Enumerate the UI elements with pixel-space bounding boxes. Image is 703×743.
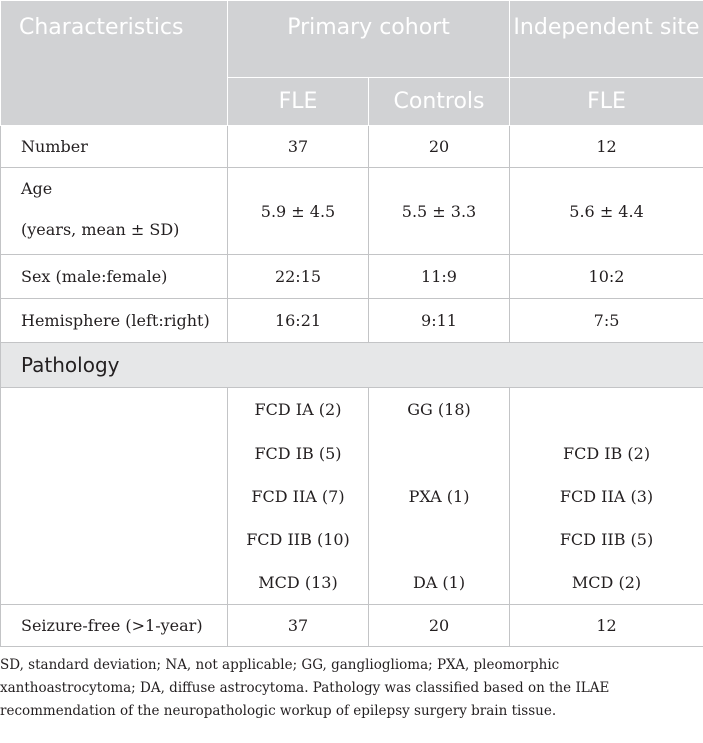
cell-site: FCD IIA (3) <box>510 475 703 518</box>
cell-fle: 37 <box>228 126 369 168</box>
row-number <box>1 126 703 168</box>
table-footnote: SD, standard deviation; NA, not applicable; GG, ganglioglioma; PXA, pleomorphic xanthoastrocytoma; DA, diffuse astrocytoma. Pathology was classified based on the ILAE recommendation of the neuropathologic workup of epilepsy surgery brain tissue. <box>0 657 610 719</box>
cell-fle: 16:21 <box>228 299 369 343</box>
cell-site: 12 <box>510 126 703 168</box>
header-independent-site: Independent site <box>510 1 703 78</box>
cell-site: MCD (2) <box>510 562 703 605</box>
cell-controls: 5.5 ± 3.3 <box>369 168 510 255</box>
cell-site <box>510 388 703 432</box>
row-age <box>1 168 703 255</box>
row-hemisphere <box>1 299 703 343</box>
cell-site: 7:5 <box>510 299 703 343</box>
row-label <box>1 168 228 255</box>
age-label-line2: (years, mean ± SD) <box>21 220 180 239</box>
pathology-label-empty <box>1 388 228 605</box>
age-label-line1: Age <box>21 179 53 198</box>
row-label: Sex (male:female) <box>1 255 228 299</box>
header-primary-cohort: Primary cohort <box>228 1 510 78</box>
cell-fle: FCD IIA (7) <box>228 475 369 518</box>
cell-controls: GG (18) <box>369 388 510 432</box>
row-label: Seizure-free (>1-year) <box>1 605 228 647</box>
cell-fle: 22:15 <box>228 255 369 299</box>
header-fle: FLE <box>228 78 369 126</box>
row-label: Hemisphere (left:right) <box>1 299 228 343</box>
cell-controls: 20 <box>369 126 510 168</box>
section-title: Pathology <box>1 343 703 388</box>
cell-controls: DA (1) <box>369 562 510 605</box>
row-label: Number <box>1 126 228 168</box>
cell-fle: 5.9 ± 4.5 <box>228 168 369 255</box>
cell-controls: 9:11 <box>369 299 510 343</box>
cell-site: FCD IIB (5) <box>510 518 703 562</box>
row-sex <box>1 255 703 299</box>
header-fle-site: FLE <box>510 78 703 126</box>
header-controls: Controls <box>369 78 510 126</box>
cell-site: 12 <box>510 605 703 647</box>
cell-site: 5.6 ± 4.4 <box>510 168 703 255</box>
cell-controls <box>369 518 510 562</box>
cell-fle: MCD (13) <box>228 562 369 605</box>
header-characteristics: Characteristics <box>1 1 228 126</box>
cell-controls: PXA (1) <box>369 475 510 518</box>
cell-fle: FCD IIB (10) <box>228 518 369 562</box>
cell-site: 10:2 <box>510 255 703 299</box>
pathology-row <box>1 388 703 432</box>
cell-controls <box>369 432 510 475</box>
cell-fle: FCD IB (5) <box>228 432 369 475</box>
cell-site: FCD IB (2) <box>510 432 703 475</box>
cell-controls: 11:9 <box>369 255 510 299</box>
cell-fle: 37 <box>228 605 369 647</box>
cell-fle: FCD IA (2) <box>228 388 369 432</box>
row-seizure-free <box>1 605 703 647</box>
section-pathology <box>1 343 703 388</box>
cell-controls: 20 <box>369 605 510 647</box>
